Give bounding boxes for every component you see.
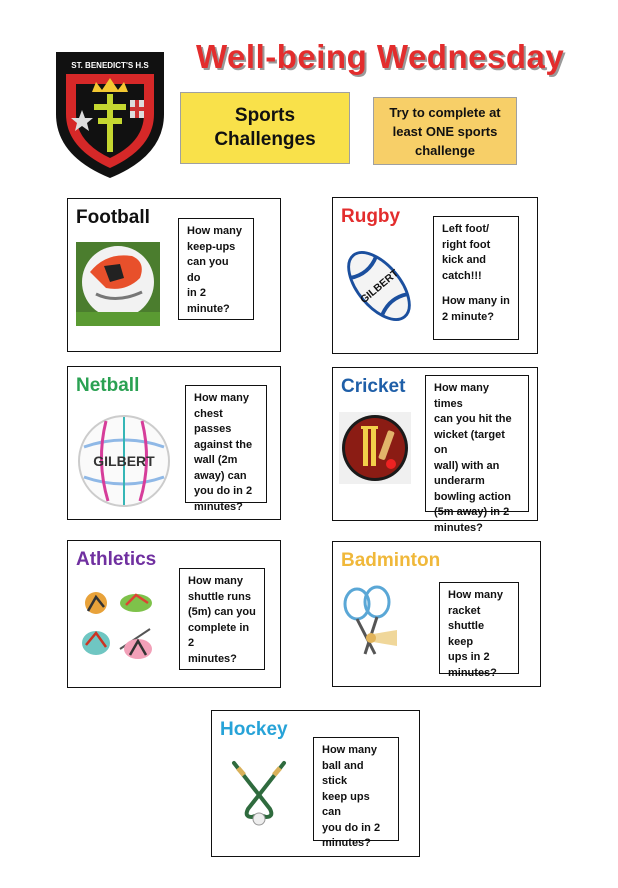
hockey-question-box: How many ball and stick keep ups can you do in 2 minutes?: [313, 737, 399, 841]
school-crest-icon: [54, 44, 166, 180]
card-title: Badminton: [341, 550, 441, 571]
hockey-card: [211, 710, 420, 857]
rugby-ball-text: GILBERT: [358, 268, 401, 306]
card-title: Netball: [76, 375, 140, 396]
netball-icon: [76, 413, 172, 509]
sports-challenges-box: Sports Challenges: [180, 92, 350, 164]
badminton-question-box: How many racket shuttle keep ups in 2 minutes?: [439, 582, 519, 674]
football-icon: [76, 242, 160, 326]
rugby-question-box: Left foot/ right foot kick and catch!!! How many in 2 minute?: [433, 216, 519, 340]
football-question-box: How many keep-ups can you do in 2 minute?: [178, 218, 254, 320]
rugby-ball-icon: [339, 240, 419, 332]
cricket-card: [332, 367, 538, 534]
card-title: Cricket: [341, 376, 406, 397]
netball-question-box: How many chest passes against the wall (2m away) can you do in 2 minutes?: [185, 385, 267, 503]
athletics-card: [67, 540, 281, 688]
crest-text: ST. BENEDICT'S H.S: [71, 61, 149, 70]
badminton-card: [332, 541, 541, 687]
page-title: Well-being Wednesday: [196, 38, 565, 75]
netball-card: [67, 366, 281, 520]
card-title: Football: [76, 207, 150, 228]
card-title: Athletics: [76, 549, 157, 570]
try-complete-box: Try to complete at least ONE sports challenge: [373, 97, 517, 165]
football-card: [67, 198, 281, 352]
cricket-icon: [339, 412, 411, 484]
hockey-icon: [224, 757, 294, 827]
card-title: Hockey: [220, 719, 288, 740]
cricket-question-box: How many times can you hit the wicket (target on wall) with an underarm bowling action (5m away) in 2 minutes?: [425, 375, 529, 512]
athletics-question-box: How many shuttle runs (5m) can you complete in 2 minutes?: [179, 568, 265, 670]
athletics-icon: [78, 585, 158, 665]
rugby-card: [332, 197, 538, 354]
badminton-icon: [339, 584, 403, 664]
card-title: Rugby: [341, 206, 401, 227]
netball-text: GILBERT: [93, 453, 155, 469]
